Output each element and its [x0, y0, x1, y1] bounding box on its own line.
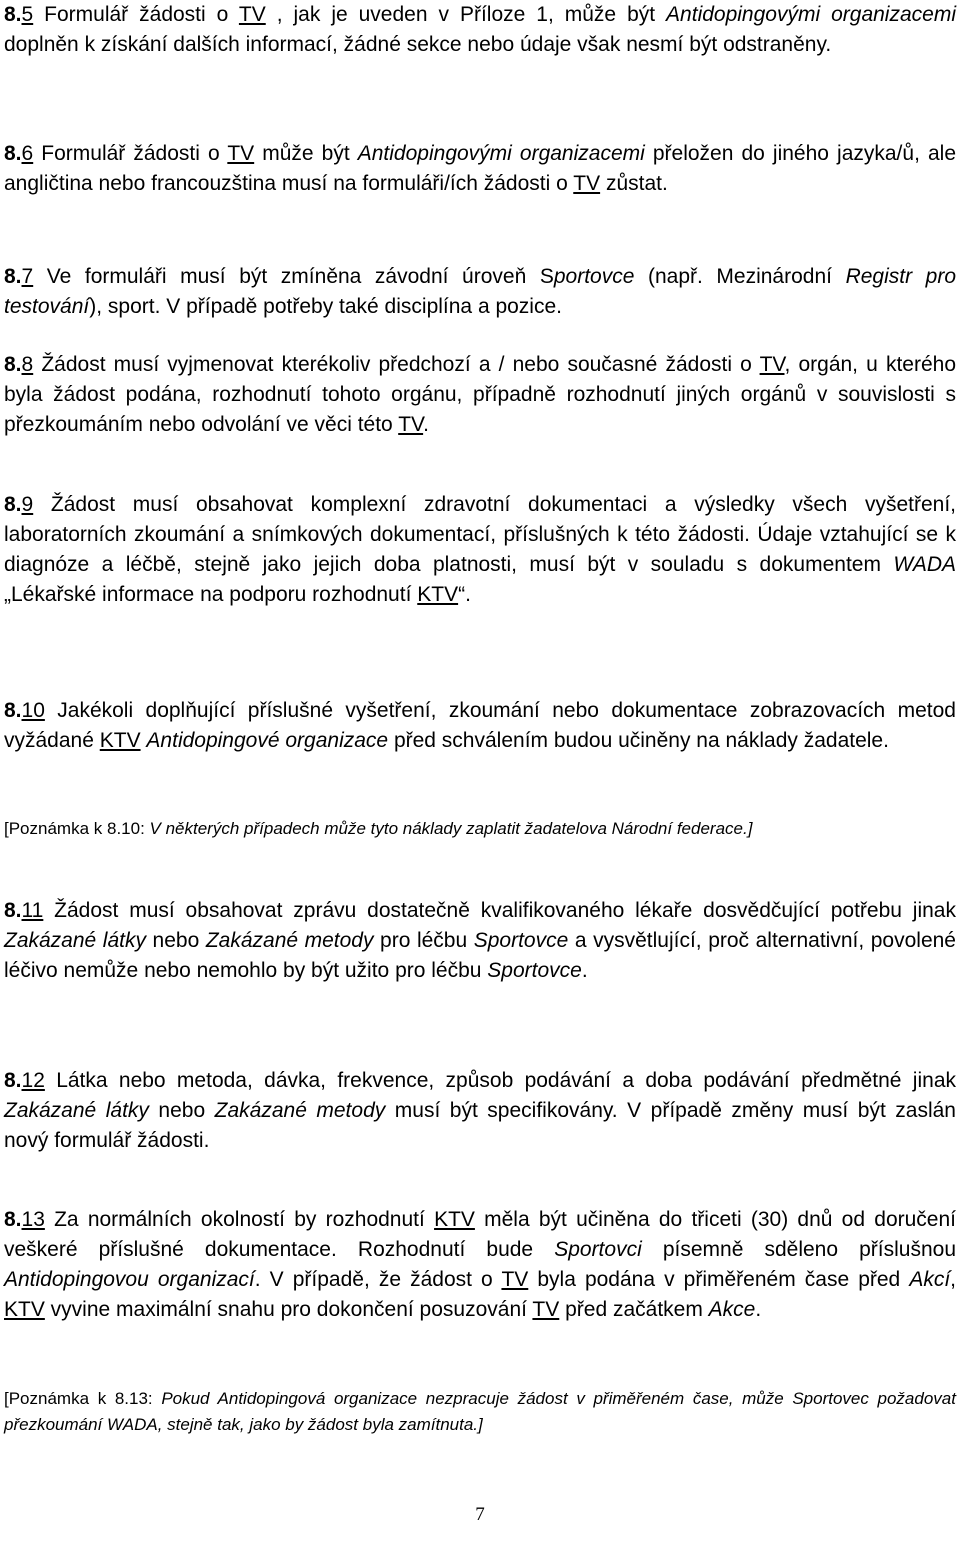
text: měla být učiněna do třiceti (30) dnů od doručení veškeré příslušné dokumentace. Rozhodnutí bude	[4, 1208, 956, 1261]
text: zůstat.	[600, 172, 668, 195]
term-tv: TV	[398, 413, 424, 436]
text: ), sport. V případě potřeby také disciplína a pozice.	[89, 295, 562, 318]
term-italic: portovce	[553, 265, 635, 288]
text: , orgán, u kterého byla žádost podána, rozhodnutí tohoto orgánu, případně rozhodnutí jiných orgánů v souvislosti s přezkoumáním nebo odvolání ve věci této	[4, 353, 956, 436]
section-number-suffix: 7	[21, 265, 34, 288]
paragraph-8-7	[4, 262, 956, 322]
text: . V případě, že žádost o	[254, 1268, 502, 1291]
section-number-suffix: 8	[21, 353, 34, 376]
term-tv: TV	[532, 1298, 560, 1321]
text: před začátkem	[559, 1298, 709, 1321]
text: „Lékařské informace na podporu rozhodnutí	[4, 583, 418, 606]
note-8-10	[4, 816, 956, 842]
term-italic: Zakázané látky	[4, 1099, 149, 1122]
text: Žádost musí obsahovat komplexní zdravotní dokumentaci a výsledky všech vyšetření, laboratorních zkoumání a snímkových dokumentací, příslušných k této žádosti. Údaje vztahující se k diagnóze a léčbě, stejně jako jejich doba platnosti, musí být v souladu s dokumentem	[4, 493, 956, 576]
text: Žádost musí vyjmenovat kterékoliv předchozí a / nebo současné žádosti o	[33, 353, 760, 376]
term-tv: TV	[227, 142, 255, 165]
text: Formulář žádosti o	[33, 3, 239, 26]
section-number-prefix: 8.	[4, 1069, 22, 1092]
text: Žádost musí obsahovat zprávu dostatečně kvalifikovaného lékaře dosvědčující potřebu jinak	[43, 899, 956, 922]
term-italic: Zakázané metody	[214, 1099, 386, 1122]
paragraph-8-13	[4, 1205, 956, 1325]
section-number-prefix: 8.	[4, 265, 22, 288]
term-ktv: KTV	[434, 1208, 475, 1231]
text: nebo	[145, 929, 206, 952]
section-number-suffix: 12	[21, 1069, 45, 1092]
paragraph-8-8	[4, 350, 956, 440]
text: “.	[458, 583, 471, 606]
text: byla podána v přiměřeném čase před	[528, 1268, 910, 1291]
text: .	[581, 959, 588, 982]
section-number-prefix: 8.	[4, 353, 22, 376]
paragraph-8-10	[4, 696, 956, 756]
text: pro léčbu	[373, 929, 474, 952]
term-italic: Antidopingovými organizacemi	[357, 142, 645, 165]
term-tv: TV	[573, 172, 601, 195]
paragraph-8-9	[4, 490, 956, 610]
page-number: 7	[475, 1504, 485, 1525]
term-italic: Antidopingové organizace	[146, 729, 389, 752]
note-text: Pokud Antidopingová organizace nezpracuje žádost v přiměřeném čase, může Sportovec požadovat přezkoumání WADA, stejně tak, jako by žádost byla zamítnuta.]	[4, 1389, 956, 1434]
section-number-suffix: 6	[21, 142, 34, 165]
term-italic: Zakázané metody	[205, 929, 374, 952]
term-tv: TV	[501, 1268, 529, 1291]
term-italic: Akcí	[909, 1268, 951, 1291]
text: Látka nebo metoda, dávka, frekvence, způsob podávání a doba podávání předmětné jinak	[44, 1069, 956, 1092]
section-number-prefix: 8.	[4, 699, 22, 722]
text: může být	[254, 142, 358, 165]
text: před schválením budou učiněny na náklady žadatele.	[388, 729, 889, 752]
term-ktv: KTV	[4, 1298, 45, 1321]
section-number-suffix: 13	[21, 1208, 45, 1231]
note-8-13	[4, 1386, 956, 1438]
paragraph-8-12	[4, 1066, 956, 1156]
paragraph-8-5	[4, 0, 956, 60]
term-tv: TV	[238, 3, 266, 26]
term-italic: Antidopingovými organizacemi	[666, 3, 956, 26]
text: Formulář žádosti o	[33, 142, 228, 165]
term-ktv: KTV	[417, 583, 459, 606]
text: doplněn k získání dalších informací, žádné sekce nebo údaje však nesmí být odstraněny.	[4, 33, 832, 56]
term-italic: Registr pro testování	[4, 265, 957, 318]
text: vyvine maximální snahu pro dokončení posuzování	[44, 1298, 533, 1321]
text: a vysvětlující, proč alternativní, povolené léčivo nemůže nebo nemohlo by být užito pro léčbu	[4, 929, 956, 982]
section-number-suffix: 5	[21, 3, 34, 26]
term-italic: Sportovce	[473, 929, 569, 952]
text: (např. Mezinárodní	[634, 265, 846, 288]
text: .	[755, 1298, 762, 1321]
term-italic: Zakázané látky	[4, 929, 146, 952]
section-number-suffix: 10	[21, 699, 45, 722]
section-number-suffix: 11	[21, 899, 44, 922]
section-number-prefix: 8.	[4, 142, 22, 165]
text: přeložen do jiného jazyka/ů, ale angličtina nebo francouzština musí na formuláři/ích žádosti o	[4, 142, 956, 195]
text: Za normálních okolností by rozhodnutí	[44, 1208, 435, 1231]
text: .	[423, 413, 429, 436]
text: písemně sděleno příslušnou	[641, 1238, 956, 1261]
term-italic: Akce	[708, 1298, 756, 1321]
note-text: V některých případech může tyto náklady zaplatit žadatelova Národní federace.]	[149, 819, 753, 838]
term-ktv: KTV	[99, 729, 141, 752]
text: , jak je uveden v Příloze 1, může být	[265, 3, 667, 26]
text: musí být specifikovány. V případě změny musí být zaslán nový formulář žádosti.	[4, 1099, 956, 1152]
section-number-prefix: 8.	[4, 1208, 22, 1231]
text: nebo	[148, 1099, 215, 1122]
section-number-prefix: 8.	[4, 899, 22, 922]
term-italic: Antidopingovou organizací	[4, 1268, 255, 1291]
paragraph-8-6	[4, 139, 956, 199]
note-label: [Poznámka k 8.10:	[4, 819, 150, 838]
text: Ve formuláři musí být zmíněna závodní úroveň S	[33, 265, 554, 288]
text: ,	[950, 1268, 956, 1291]
section-number-prefix: 8.	[4, 493, 22, 516]
text: Jakékoli doplňující příslušné vyšetření, zkoumání nebo dokumentace zobrazovacích metod vyžádané	[4, 699, 956, 752]
note-label: [Poznámka k 8.13:	[4, 1389, 162, 1408]
section-number-prefix: 8.	[4, 3, 22, 26]
term-italic: Sportovci	[554, 1238, 642, 1261]
section-number-suffix: 9	[21, 493, 34, 516]
term-italic: Sportovce	[487, 959, 582, 982]
term-tv: TV	[759, 353, 785, 376]
term-italic: WADA	[893, 553, 956, 576]
paragraph-8-11	[4, 896, 956, 986]
